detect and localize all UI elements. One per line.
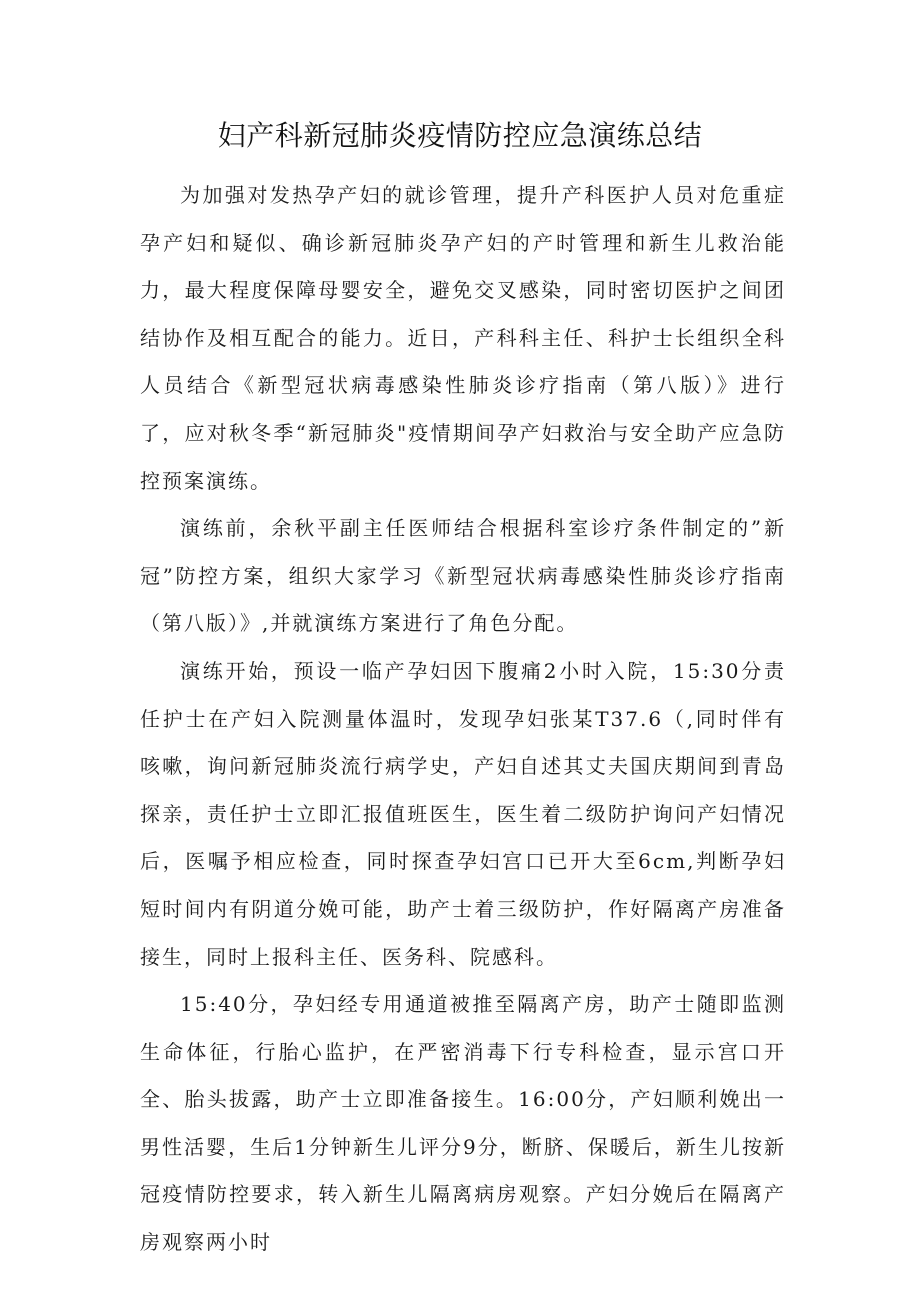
document-title: 妇产科新冠肺炎疫情防控应急演练总结 [217,119,703,152]
paragraph-4: 15:40分，孕妇经专用通道被推至隔离产房，助产士随即监测生命体征，行胎心监护，在严密消毒下行专科检查，显示宫口开全、胎头拔露，助产士立即准备接生。16:00分，产妇顺利娩出一男性活婴，生后1分钟新生儿评分9分，断脐、保暖后，新生儿按新冠疫情防控要求，转入新生儿隔离病房观察。产妇分娩后在隔离产房观察两小时 [140,992,786,1255]
paragraph-1: 为加强对发热孕产妇的就诊管理，提升产科医护人员对危重症孕产妇和疑似、确诊新冠肺炎孕产妇的产时管理和新生儿救治能力，最大程度保障母婴安全，避免交叉感染，同时密切医护之间团结协作及相互配合的能力。近日，产科科主任、科护士长组织全科人员结合《新型冠状病毒感染性肺炎诊疗指南（第八版）》进行了，应对秋冬季“新冠肺炎"疫情期间孕产妇救治与安全助产应急防控预案演练。 [140,183,786,493]
paragraph-3: 演练开始，预设一临产孕妇因下腹痛2小时入院，15:30分责任护士在产妇入院测量体温时，发现孕妇张某T37.6（,同时伴有咳嗽，询问新冠肺炎流行病学史，产妇自述其丈夫国庆期间到青岛探亲，责任护士立即汇报值班医生，医生着二级防护询问产妇情况后，医嘱予相应检查，同时探查孕妇宫口已开大至6cm,判断孕妇短时间内有阴道分娩可能，助产士着三级防护，作好隔离产房准备接生，同时上报科主任、医务科、院感科。 [140,658,786,969]
document-body [140,172,786,1267]
paragraph-2: 演练前，余秋平副主任医师结合根据科室诊疗条件制定的”新冠”防控方案，组织大家学习《新型冠状病毒感染性肺炎诊疗指南（第八版）》,并就演练方案进行了角色分配。 [140,516,786,636]
